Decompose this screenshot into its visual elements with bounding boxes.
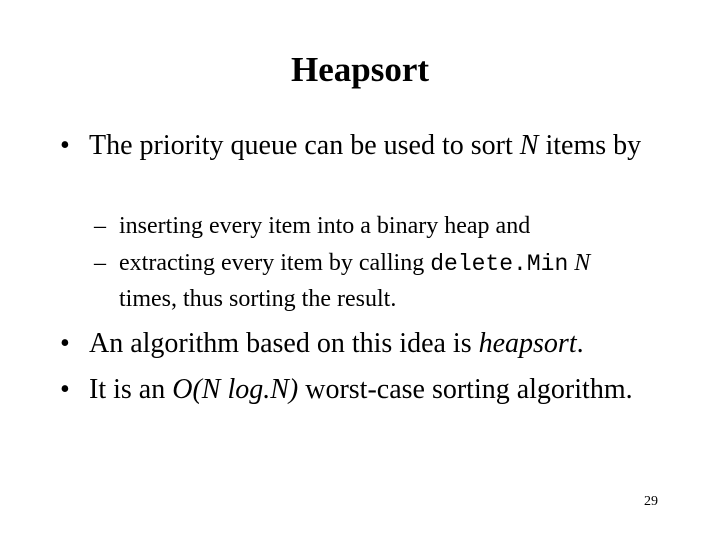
bullet-marker: • bbox=[60, 130, 70, 161]
page-number: 29 bbox=[644, 494, 658, 509]
sub-bullet-text: inserting every item into a binary heap and bbox=[119, 213, 531, 239]
bullet-text: An algorithm based on this idea is heapsort. bbox=[89, 328, 584, 359]
code-delete-min: delete.Min bbox=[430, 251, 569, 277]
sub-bullet-text: extracting every item by calling delete.Min N times, thus sorting the result. bbox=[119, 250, 591, 312]
bullet-marker: • bbox=[60, 374, 70, 405]
sub-bullet-marker: – bbox=[94, 250, 106, 276]
bullet-text: The priority queue can be used to sort N items by bbox=[89, 130, 642, 161]
sub-bullet-inserting bbox=[94, 209, 694, 244]
bullet-marker: • bbox=[60, 328, 70, 359]
bullet-heapsort-idea bbox=[60, 324, 700, 364]
sub-bullet-extracting bbox=[94, 246, 694, 317]
sub-bullet-marker: – bbox=[94, 213, 106, 239]
bullet-sort-items bbox=[60, 126, 700, 166]
slide-title: Heapsort bbox=[290, 50, 430, 89]
bullet-text: It is an O(N log.N) worst-case sorting algorithm. bbox=[89, 374, 633, 405]
bullet-complexity bbox=[60, 370, 700, 410]
